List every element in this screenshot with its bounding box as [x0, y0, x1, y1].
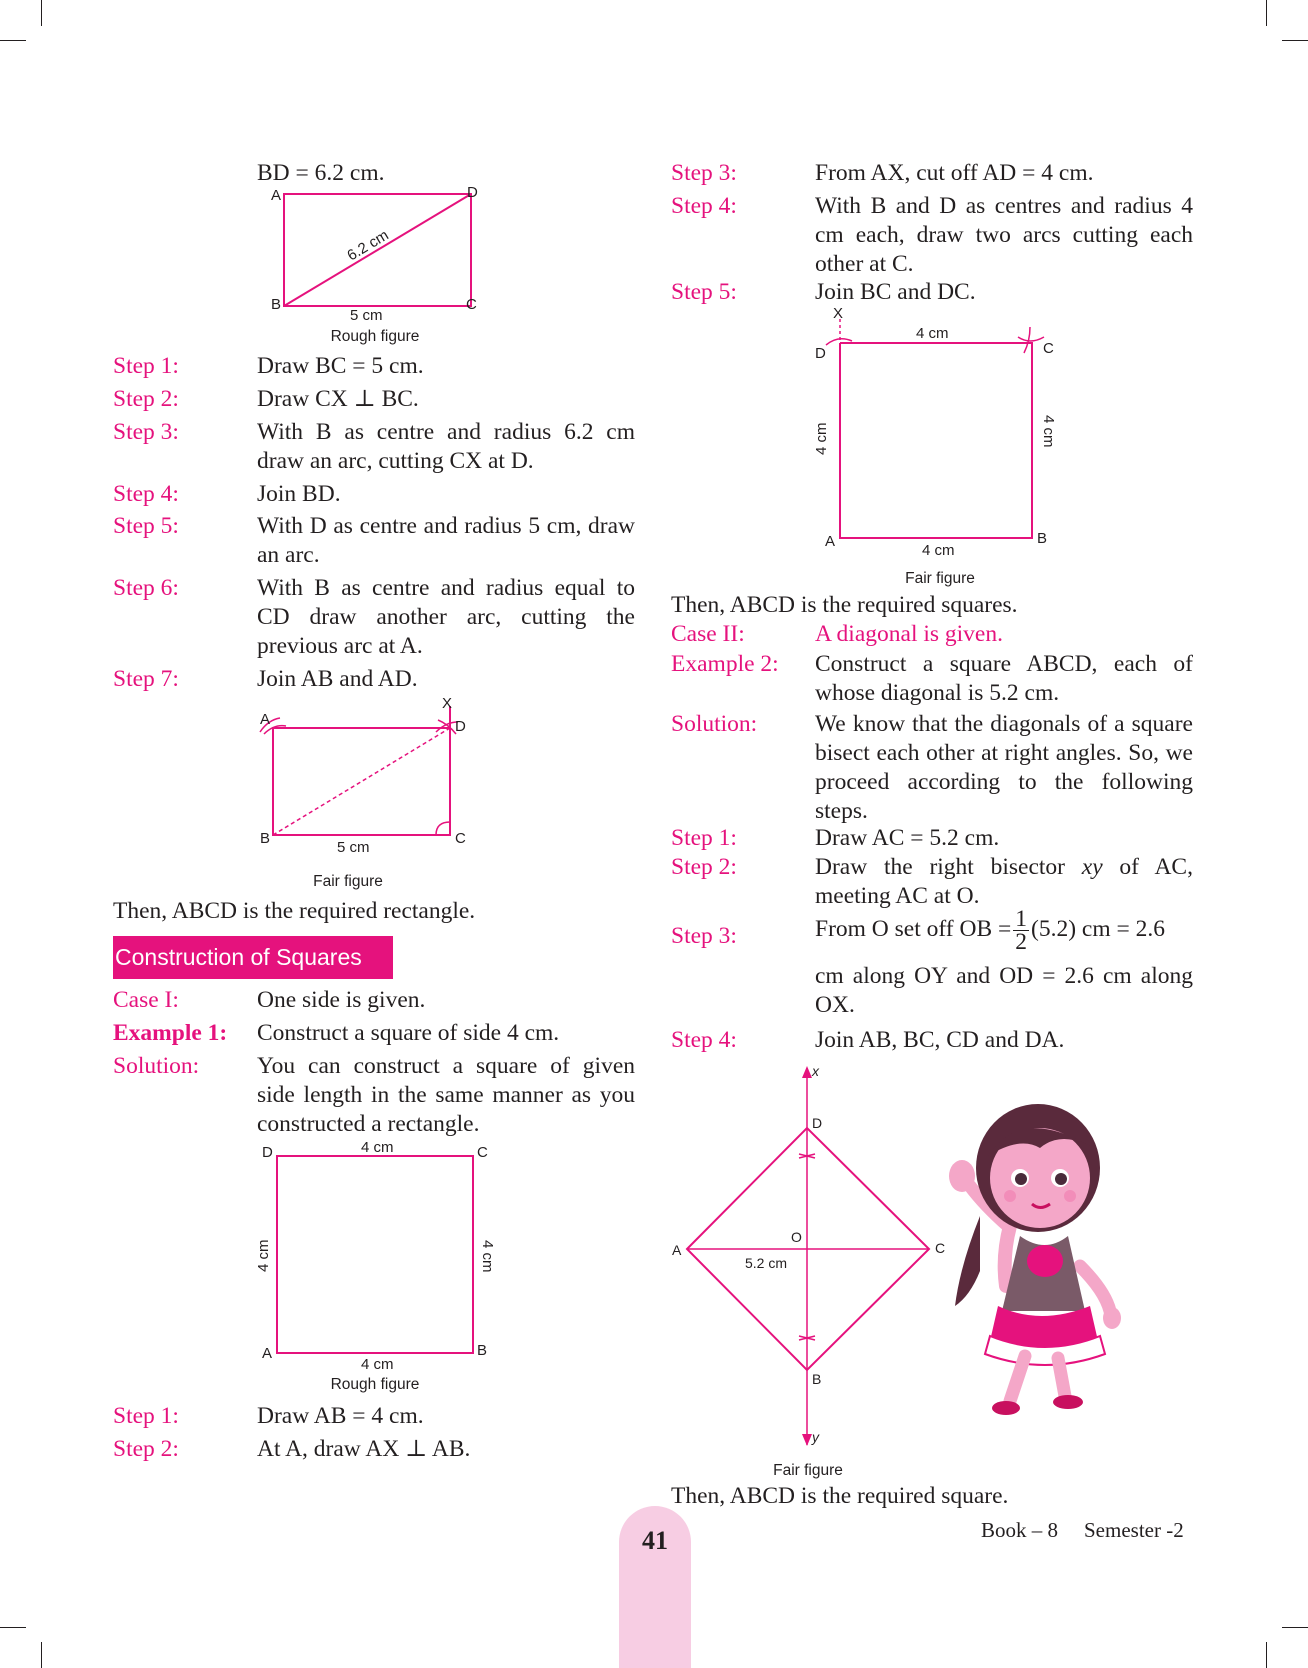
step-label: Step 5:: [113, 513, 179, 539]
diagonal-label: 5.2 cm: [745, 1255, 788, 1271]
step-label: Step 6:: [113, 575, 179, 601]
side-bottom-label: 4 cm: [922, 542, 955, 557]
step-label: Step 1:: [671, 825, 737, 851]
step-text-part: of AC, meeting AC at O.: [815, 854, 1193, 909]
step-text: Join BD.: [257, 481, 341, 507]
side-bottom-label: 4 cm: [361, 1356, 394, 1373]
example-label: Example 2:: [671, 651, 779, 677]
diamond-square-figure: [665, 1062, 965, 1457]
fraction-denominator: 2: [1015, 929, 1028, 955]
vertex-c-label: C: [466, 296, 477, 313]
point-x-label: X: [442, 696, 453, 712]
side-top-label: 4 cm: [361, 1140, 394, 1156]
step-text: Draw AC = 5.2 cm.: [815, 825, 1000, 851]
vertex-b-label: B: [1037, 530, 1048, 547]
step-text-part: Draw the right bisector: [815, 854, 1082, 880]
vertex-d-label: D: [455, 718, 466, 735]
section-heading: Construction of Squares: [113, 936, 393, 979]
vertex-b-label: B: [812, 1371, 822, 1387]
vertex-d-label: D: [815, 345, 826, 362]
solution-label: Solution:: [113, 1053, 200, 1079]
vertex-a-label: A: [825, 533, 836, 550]
step-text: Join AB, BC, CD and DA.: [815, 1027, 1065, 1053]
crop-mark: [0, 1627, 26, 1628]
step-label: Step 4:: [671, 1027, 737, 1053]
crop-mark: [41, 0, 42, 26]
step-text: Draw AB = 4 cm.: [257, 1403, 424, 1429]
case-text: One side is given.: [257, 987, 426, 1013]
step-label: Step 1:: [113, 1403, 179, 1429]
side-top-label: 4 cm: [916, 325, 949, 342]
step-text: With B as centre and radius equal to CD draw another arc, cutting the previous arc at A.: [257, 575, 635, 659]
step-text-part: From O set off OB =: [815, 915, 1012, 942]
crop-mark: [0, 40, 26, 41]
figure-caption: Fair figure: [313, 873, 383, 890]
axis-x-label: x: [812, 1063, 819, 1079]
axis-y-label: y: [812, 1429, 819, 1445]
crop-mark: [41, 1642, 42, 1668]
step-text: At A, draw AX ⊥ AB.: [257, 1436, 471, 1462]
step-text: With B as centre and radius 6.2 cm draw an arc, cutting CX at D.: [257, 419, 635, 474]
step-text: Draw BC = 5 cm.: [257, 353, 424, 379]
vertex-d-label: D: [262, 1144, 273, 1161]
step-text: Join AB and AD.: [257, 666, 418, 692]
vertex-d-label: D: [812, 1115, 823, 1131]
step-label: Step 3:: [113, 419, 179, 445]
step-label: Step 4:: [671, 193, 737, 219]
girl-illustration: [940, 1096, 1150, 1426]
vertex-c-label: C: [1043, 340, 1054, 357]
step-text: From AX, cut off AD = 4 cm.: [815, 160, 1094, 186]
step-text-line: [815, 908, 1193, 953]
crop-mark: [1266, 0, 1267, 26]
vertex-c-label: C: [477, 1144, 488, 1161]
step-text: With B and D as centres and radius 4 cm each, draw two arcs cutting each other at C.: [815, 193, 1193, 277]
step-label: Step 2:: [671, 854, 737, 880]
crop-mark: [1282, 1627, 1308, 1628]
intro-text: BD = 6.2 cm.: [257, 160, 385, 186]
figure-caption: Rough figure: [330, 1376, 420, 1393]
side-bc-label: 5 cm: [350, 307, 383, 322]
side-left-label: 4 cm: [813, 422, 830, 455]
vertex-b-label: B: [260, 830, 271, 847]
variable-xy: xy: [1081, 854, 1103, 880]
solution-text: We know that the diagonals of a square bisect each other at right angles. So, we proceed according to the following steps.: [815, 711, 1193, 824]
crop-mark: [1266, 1642, 1267, 1668]
step-label: Step 7:: [113, 666, 179, 692]
step-label: Step 5:: [671, 279, 737, 305]
side-right-label: 4 cm: [1040, 415, 1057, 448]
figure-caption: Fair figure: [905, 570, 975, 587]
vertex-a-label: A: [672, 1242, 682, 1258]
step-label: Step 3:: [671, 923, 737, 949]
example-text: Construct a square of side 4 cm.: [257, 1020, 560, 1046]
rough-rectangle-figure: [255, 182, 485, 322]
conclusion-text: Then, ABCD is the required squares.: [671, 592, 1018, 618]
side-bc-label: 5 cm: [337, 839, 370, 854]
step-text: [815, 853, 1193, 911]
case-text: A diagonal is given.: [815, 621, 1003, 647]
case-label: Case II:: [671, 621, 745, 647]
solution-label: Solution:: [671, 711, 758, 737]
step-text: Join BC and DC.: [815, 279, 976, 305]
figure-caption: Rough figure: [330, 328, 420, 345]
rough-square-figure: [255, 1140, 505, 1375]
page-number: 41: [642, 1526, 668, 1555]
step-text-part: (5.2) cm = 2.6: [1031, 915, 1166, 942]
vertex-c-label: C: [935, 1240, 946, 1256]
step-label: Step 3:: [671, 160, 737, 186]
fair-rectangle-figure: [250, 696, 480, 854]
step-label: Step 1:: [113, 353, 179, 379]
vertex-a-label: A: [262, 1345, 273, 1362]
vertex-a-label: A: [271, 187, 282, 204]
step-label: Step 4:: [113, 481, 179, 507]
vertex-c-label: C: [455, 830, 466, 847]
solution-text: You can construct a square of given side length in the same manner as you constructed a rectangle.: [257, 1053, 635, 1137]
center-o-label: O: [791, 1229, 802, 1245]
conclusion-text: Then, ABCD is the required square.: [671, 1483, 1009, 1509]
example-label: Example 1:: [113, 1020, 228, 1046]
example-text: Construct a square ABCD, each of whose diagonal is 5.2 cm.: [815, 651, 1193, 706]
side-right-label: 4 cm: [479, 1240, 496, 1273]
vertex-a-label: A: [260, 711, 271, 728]
step-label: Step 2:: [113, 386, 179, 412]
step-label: Step 2:: [113, 1436, 179, 1462]
step-text: Draw CX ⊥ BC.: [257, 386, 419, 412]
crop-mark: [1282, 40, 1308, 41]
side-left-label: 4 cm: [255, 1239, 272, 1272]
figure-caption: Fair figure: [773, 1462, 843, 1479]
fraction: [1013, 908, 1029, 953]
fair-square-figure: [808, 305, 1068, 557]
case-label: Case I:: [113, 987, 179, 1013]
conclusion-text: Then, ABCD is the required rectangle.: [113, 898, 476, 924]
vertex-b-label: B: [477, 1342, 488, 1359]
point-x-label: X: [833, 305, 844, 322]
vertex-b-label: B: [271, 296, 282, 313]
vertex-d-label: D: [467, 184, 478, 201]
fraction-numerator: 1: [1015, 906, 1028, 932]
semester-label: Semester -2: [1084, 1518, 1184, 1542]
book-label: Book – 8: [981, 1518, 1059, 1542]
step-text: With D as centre and radius 5 cm, draw an arc.: [257, 513, 635, 568]
diagonal-label: 6.2 cm: [344, 226, 392, 265]
step-text: cm along OY and OD = 2.6 cm along OX.: [815, 963, 1193, 1018]
